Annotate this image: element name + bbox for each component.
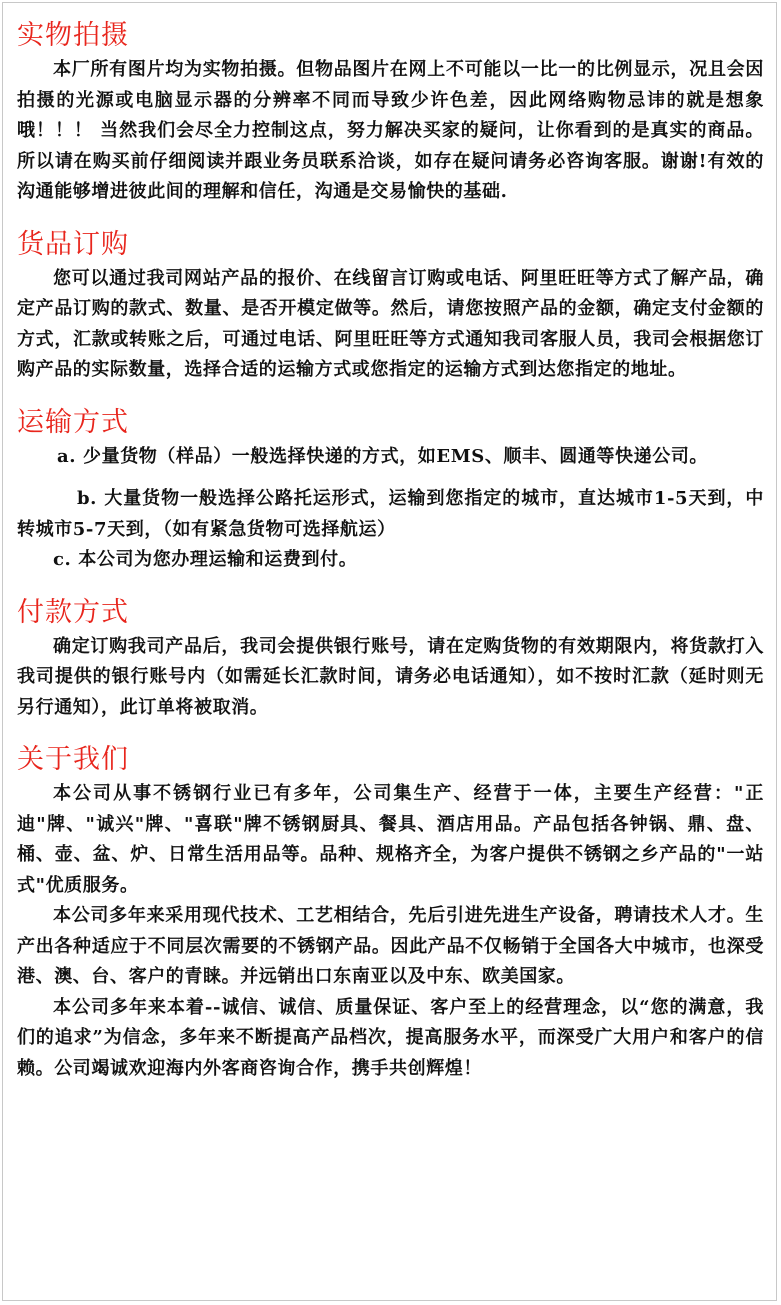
section-paragraph: 本公司多年来本着--诚信、诚信、质量保证、客户至上的经营理念，以“您的满意，我们的追求”为信念，多年来不断提高产品档次，提高服务水平，而深受广大用户和客户的信赖。公司竭诚欢迎海内外客商咨询合作，携手共创辉煌！ — [17, 996, 764, 1079]
section-paragraph: b. 大量货物一般选择公路托运形式，运输到您指定的城市，直达城市1-5天到，中转城市5-7天到，（如有紧急货物可选择航运） — [17, 488, 764, 540]
info-panel — [2, 2, 777, 1301]
section-about — [17, 743, 764, 1084]
section-ordering — [17, 228, 764, 386]
section-heading-payment: 付款方式 — [17, 596, 129, 628]
section-payment — [17, 596, 764, 724]
section-paragraph: 您可以通过我司网站产品的报价、在线留言订购或电话、阿里旺旺等方式了解产品，确定产品订购的款式、数量、是否开模定做等。然后，请您按照产品的金额，确定支付金额的方式，汇款或转账之后，可通过电话、阿里旺旺等方式通知我司客服人员，我司会根据您订购产品的实际数量，选择合适的运输方式或您指定的运输方式到达您指定的地址。 — [17, 267, 764, 380]
section-heading-ordering: 货品订购 — [17, 228, 129, 260]
section-photo — [17, 19, 764, 208]
section-shipping — [17, 406, 764, 576]
section-paragraph: c. 本公司为您办理运输和运费到付。 — [53, 549, 358, 570]
section-heading-photo: 实物拍摄 — [17, 20, 129, 51]
section-paragraph: 本公司从事不锈钢行业已有多年，公司集生产、经营于一体，主要生产经营："正迪"牌、"诚兴"牌、"喜联"牌不锈钢厨具、餐具、酒店用品。产品包括各钟锅、鼎、盘、桶、壶、盆、炉、日常生活用品等。品种、规格齐全，为客户提供不锈钢之乡产品的"一站式"优质服务。 — [17, 783, 764, 896]
section-paragraph: a. 少量货物（样品）一般选择快递的方式，如EMS、顺丰、圆通等快递公司。 — [57, 445, 709, 467]
section-paragraph: 本厂所有图片均为实物拍摄。但物品图片在网上不可能以一比一的比例显示，况且会因拍摄的光源或电脑显示器的分辨率不同而导致少许色差，因此网络购物忌讳的就是想象哦！！！ 当然我们会尽全力控制这点，努力解决买家的疑问，让你看到的是真实的商品。 所以请在购买前仔细阅读并跟业务员联系洽谈，如存在疑问请务必咨询客服。谢谢!有效的沟通能够增进彼此间的理解和信任，沟通是交易愉快的基础. — [17, 59, 764, 202]
section-paragraph: 确定订购我司产品后，我司会提供银行账号，请在定购货物的有效期限内，将货款打入我司提供的银行账号内（如需延长汇款时间，请务必电话通知），如不按时汇款（延时则无另行通知），此订单将被取消。 — [17, 635, 764, 718]
section-heading-about: 关于我们 — [17, 744, 129, 775]
section-paragraph: 本公司多年来采用现代技术、工艺相结合，先后引进先进生产设备，聘请技术人才。生产出各种适应于不同层次需要的不锈钢产品。因此产品不仅畅销于全国各大中城市，也深受港、澳、台、客户的青睐。并远销出口东南亚以及中东、欧美国家。 — [17, 905, 764, 987]
section-heading-shipping: 运输方式 — [17, 406, 129, 438]
